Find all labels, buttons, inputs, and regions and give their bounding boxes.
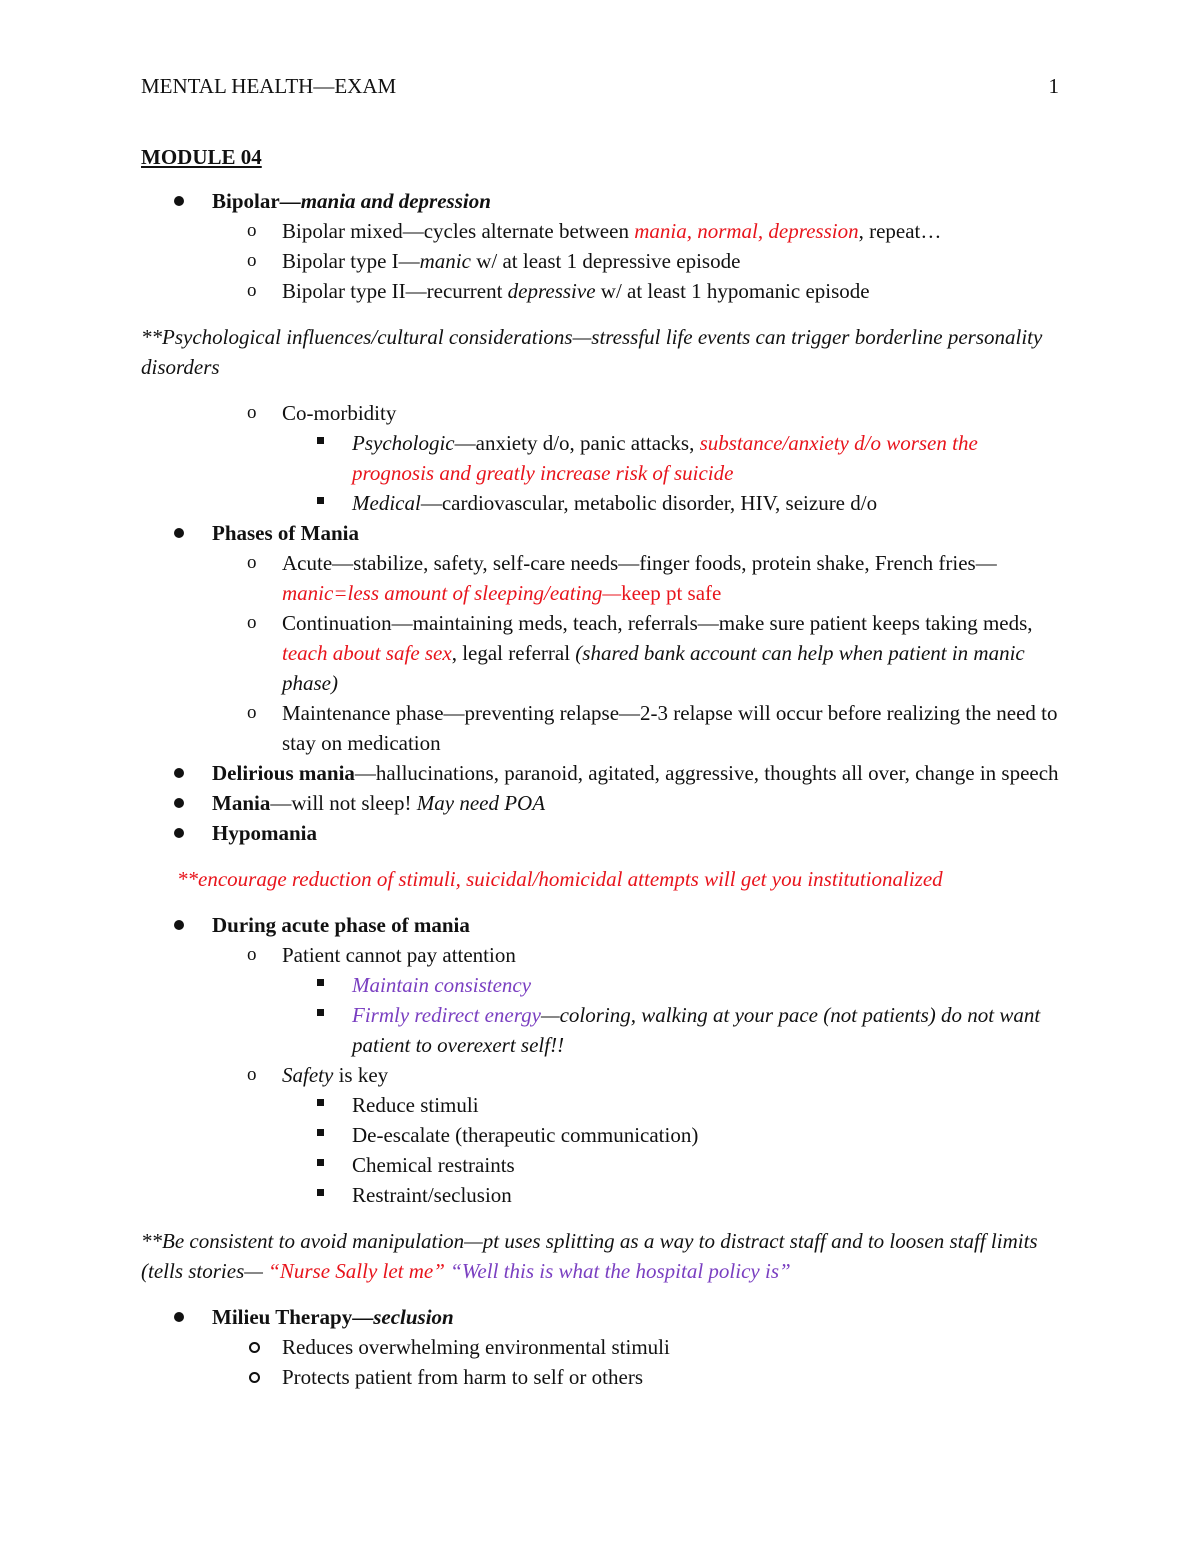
page-header (141, 74, 1059, 102)
hollow-bullet-icon: o (247, 944, 257, 965)
list-item-attention: o Patient cannot pay attention (141, 940, 1061, 970)
hollow-bullet-icon: o (247, 612, 257, 633)
list-item-delirious: Delirious mania—hallucinations, paranoid, agitated, aggressive, thoughts all over, change in speech (141, 758, 1061, 788)
list-item-safety-1: De-escalate (therapeutic communication) (141, 1120, 1061, 1150)
bullet-icon (174, 828, 184, 838)
bullet-icon (174, 768, 184, 778)
module-title: MODULE 04 (141, 145, 262, 169)
list-item-milieu-0: Reduces overwhelming environmental stimuli (141, 1332, 1061, 1362)
square-bullet-icon (317, 1159, 324, 1166)
hollow-bullet-icon: o (247, 402, 257, 423)
list-item-safety-0: Reduce stimuli (141, 1090, 1061, 1120)
bullet-icon (174, 1312, 184, 1322)
list-item-acute: o Acute—stabilize, safety, self-care needs—finger foods, protein shake, French fries—manic=less amount of sleeping/eating—keep pt safe (141, 548, 1061, 608)
list-item-bipolar: Bipolar—mania and depression (141, 186, 1061, 216)
square-bullet-icon (317, 497, 324, 504)
list-item-bipolar-type1: o Bipolar type I—manic w/ at least 1 depressive episode (141, 246, 1061, 276)
bullet-icon (174, 528, 184, 538)
list-item-safety-2: Chemical restraints (141, 1150, 1061, 1180)
header-title: MENTAL HEALTH—EXAM (141, 74, 397, 98)
list-item-comorbidity: o Co-morbidity (141, 398, 1061, 428)
document-body (141, 142, 1061, 1392)
list-item-consistency: Maintain consistency (141, 970, 1061, 1000)
page-number: 1 (1048, 74, 1059, 98)
list-item-maintenance: o Maintenance phase—preventing relapse—2-3 relapse will occur before realizing the need to stay on medication (141, 698, 1061, 758)
square-bullet-icon (317, 1099, 324, 1106)
list-item-phases: Phases of Mania (141, 518, 1061, 548)
square-bullet-icon (317, 1129, 324, 1136)
note-psychological: **Psychological influences/cultural considerations—stressful life events can trigger borderline personality disorders (141, 325, 1043, 379)
list-item-redirect: Firmly redirect energy—coloring, walking at your pace (not patients) do not want patient to overexert self!! (141, 1000, 1061, 1060)
square-bullet-icon (317, 437, 324, 444)
bullet-icon (174, 196, 184, 206)
list-item-acute-phase: During acute phase of mania (141, 910, 1061, 940)
square-bullet-icon (317, 979, 324, 986)
list-item-continuation: o Continuation—maintaining meds, teach, referrals—make sure patient keeps taking meds, teach about safe sex, legal referral (shared bank account can help when patient in manic phase) (141, 608, 1061, 698)
list-item-hypomania: Hypomania (141, 818, 1061, 848)
list-item-bipolar-type2: o Bipolar type II—recurrent depressive w/ at least 1 hypomanic episode (141, 276, 1061, 306)
square-bullet-icon (317, 1009, 324, 1016)
hollow-circle-icon (249, 1342, 260, 1353)
list-item-medical: Medical—cardiovascular, metabolic disorder, HIV, seizure d/o (141, 488, 1061, 518)
note-stimuli: **encourage reduction of stimuli, suicidal/homicidal attempts will get you institutionalized (177, 867, 943, 891)
list-item-safety-3: Restraint/seclusion (141, 1180, 1061, 1210)
hollow-bullet-icon: o (247, 250, 257, 271)
list-item-bipolar-mixed: o Bipolar mixed—cycles alternate between mania, normal, depression, repeat… (141, 216, 1061, 246)
note-consistent: **Be consistent to avoid manipulation—pt uses splitting as a way to distract staff and to loosen staff limits (tells stories— “Nurse Sally let me” “Well this is what the hospital policy is” (141, 1229, 1038, 1283)
hollow-bullet-icon: o (247, 702, 257, 723)
hollow-bullet-icon: o (247, 280, 257, 301)
hollow-circle-icon (249, 1372, 260, 1383)
list-item-psychologic: Psychologic—anxiety d/o, panic attacks, substance/anxiety d/o worsen the prognosis and greatly increase risk of suicide (141, 428, 1061, 488)
list-item-safety: o Safety is key (141, 1060, 1061, 1090)
list-item-milieu: Milieu Therapy—seclusion (141, 1302, 1061, 1332)
hollow-bullet-icon: o (247, 552, 257, 573)
hollow-bullet-icon: o (247, 220, 257, 241)
hollow-bullet-icon: o (247, 1064, 257, 1085)
list-item-mania: Mania—will not sleep! May need POA (141, 788, 1061, 818)
list-item-milieu-1: Protects patient from harm to self or others (141, 1362, 1061, 1392)
square-bullet-icon (317, 1189, 324, 1196)
bullet-icon (174, 798, 184, 808)
bullet-icon (174, 920, 184, 930)
